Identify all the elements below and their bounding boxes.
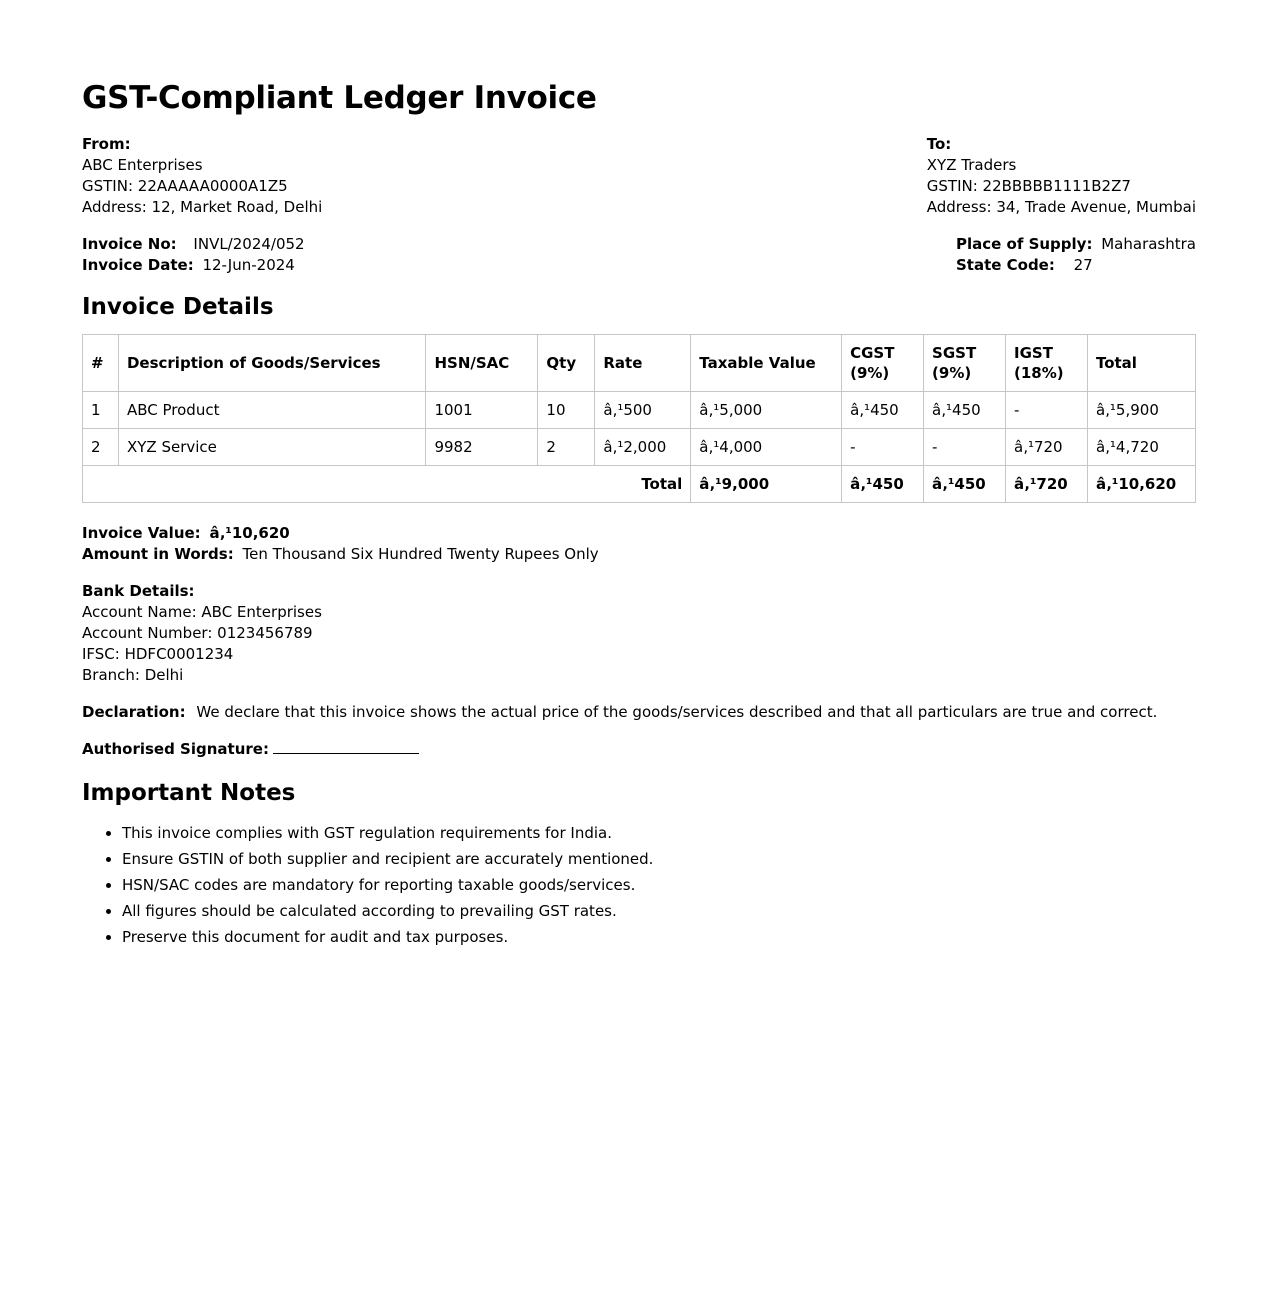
bank-account-name: Account Name: ABC Enterprises — [82, 603, 322, 621]
total-label: Total — [83, 466, 691, 503]
col-header-sgst: SGST (9%) — [924, 335, 1006, 392]
cell-description: XYZ Service — [118, 429, 426, 466]
cell-sgst: â‚¹450 — [924, 392, 1006, 429]
from-gstin: GSTIN: 22AAAAA0000A1Z5 — [82, 177, 288, 195]
cell-taxable: â‚¹4,000 — [691, 429, 842, 466]
to-address: Address: 34, Trade Avenue, Mumbai — [926, 198, 1196, 216]
total-grand: â‚¹10,620 — [1087, 466, 1195, 503]
state-code-label: State Code: — [955, 256, 1055, 274]
col-header-index: # — [83, 335, 119, 392]
total-sgst: â‚¹450 — [924, 466, 1006, 503]
notes-list — [82, 820, 1196, 950]
invoice-table — [82, 334, 1196, 503]
invoice-value-label: Invoice Value: — [82, 524, 201, 542]
signature-line — [273, 739, 419, 754]
cell-igst: - — [1006, 392, 1088, 429]
total-taxable: â‚¹9,000 — [691, 466, 842, 503]
bank-details-label: Bank Details: — [82, 582, 195, 600]
to-label: To: — [926, 135, 952, 153]
bank-branch: Branch: Delhi — [82, 666, 184, 684]
table-header-row — [83, 335, 1196, 392]
state-code-value: 27 — [1073, 256, 1093, 274]
cell-cgst: - — [842, 429, 924, 466]
cell-description: ABC Product — [118, 392, 426, 429]
list-item: • Ensure GSTIN of both supplier and recipient are accurately mentioned. — [122, 846, 1196, 872]
signature-block — [82, 739, 1196, 760]
cell-taxable: â‚¹5,000 — [691, 392, 842, 429]
from-name: ABC Enterprises — [82, 156, 203, 174]
col-header-total: Total — [1087, 335, 1195, 392]
cell-qty: 10 — [538, 392, 595, 429]
cell-sgst: - — [924, 429, 1006, 466]
to-name: XYZ Traders — [926, 156, 1017, 174]
cell-igst: â‚¹720 — [1006, 429, 1088, 466]
from-label: From: — [82, 135, 131, 153]
declaration — [82, 702, 1196, 723]
invoice-value: â‚¹10,620 — [209, 524, 290, 542]
table-total-row — [83, 466, 1196, 503]
cell-index: 1 — [83, 392, 119, 429]
invoice-meta-left — [82, 234, 305, 276]
cell-hsn: 9982 — [426, 429, 538, 466]
invoice-date-label: Invoice Date: — [82, 256, 194, 274]
bank-details — [82, 581, 1196, 686]
amount-words-value: Ten Thousand Six Hundred Twenty Rupees Only — [242, 545, 599, 563]
list-item: • All figures should be calculated according to prevailing GST rates. — [122, 898, 1196, 924]
col-header-taxable: Taxable Value — [691, 335, 842, 392]
invoice-date-value: 12-Jun-2024 — [202, 256, 295, 274]
col-header-description: Description of Goods/Services — [118, 335, 426, 392]
invoice-no-value: INVL/2024/052 — [193, 235, 305, 253]
cell-index: 2 — [83, 429, 119, 466]
from-address: Address: 12, Market Road, Delhi — [82, 198, 323, 216]
important-notes-heading: Important Notes — [82, 780, 296, 806]
list-item: • This invoice complies with GST regulation requirements for India. — [122, 820, 1196, 846]
signature-label: Authorised Signature: — [82, 740, 269, 758]
cell-cgst: â‚¹450 — [842, 392, 924, 429]
parties-section — [82, 134, 1196, 218]
place-of-supply-label: Place of Supply: — [955, 235, 1093, 253]
list-item: • Preserve this document for audit and tax purposes. — [122, 924, 1196, 950]
bank-account-number: Account Number: 0123456789 — [82, 624, 313, 642]
invoice-meta-right — [956, 234, 1196, 276]
invoice-no-label: Invoice No: — [82, 235, 177, 253]
col-header-cgst: CGST (9%) — [842, 335, 924, 392]
col-header-igst: IGST (18%) — [1006, 335, 1088, 392]
invoice-summary — [82, 523, 1196, 565]
bank-ifsc: IFSC: HDFC0001234 — [82, 645, 234, 663]
from-block — [82, 134, 322, 218]
amount-words-label: Amount in Words: — [82, 545, 234, 563]
total-cgst: â‚¹450 — [842, 466, 924, 503]
invoice-details-heading: Invoice Details — [82, 294, 274, 320]
page-title: GST-Compliant Ledger Invoice — [82, 80, 597, 116]
declaration-label: Declaration: — [82, 703, 186, 721]
table-row — [83, 392, 1196, 429]
cell-total: â‚¹5,900 — [1087, 392, 1195, 429]
cell-total: â‚¹4,720 — [1087, 429, 1195, 466]
col-header-qty: Qty — [538, 335, 595, 392]
total-igst: â‚¹720 — [1006, 466, 1088, 503]
invoice-meta — [82, 234, 1196, 276]
place-of-supply-value: Maharashtra — [1101, 235, 1196, 253]
table-row — [83, 429, 1196, 466]
list-item: • HSN/SAC codes are mandatory for reporting taxable goods/services. — [122, 872, 1196, 898]
declaration-text: We declare that this invoice shows the actual price of the goods/services described and that all particulars are true and correct. — [196, 703, 1158, 721]
cell-rate: â‚¹500 — [595, 392, 691, 429]
to-block — [927, 134, 1196, 218]
col-header-rate: Rate — [595, 335, 691, 392]
cell-hsn: 1001 — [426, 392, 538, 429]
cell-qty: 2 — [538, 429, 595, 466]
col-header-hsn: HSN/SAC — [426, 335, 538, 392]
cell-rate: â‚¹2,000 — [595, 429, 691, 466]
to-gstin: GSTIN: 22BBBBB1111B2Z7 — [926, 177, 1131, 195]
